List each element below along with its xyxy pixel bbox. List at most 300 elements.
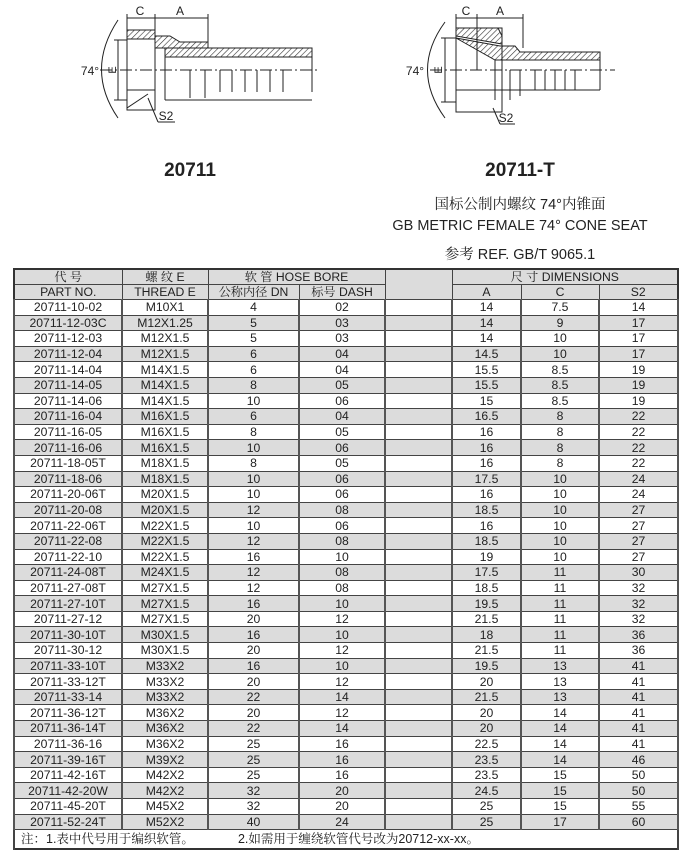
cell-thread: M14X1.5 [122, 393, 208, 409]
fitting-drawing-20711-t [380, 0, 660, 130]
cell-dim-c: 13 [521, 674, 599, 690]
header-blank [385, 269, 452, 300]
cell-part-no: 20711-39-16T [14, 752, 122, 768]
cell-thread: M36X2 [122, 705, 208, 721]
cell-dim-s2: 30 [599, 565, 678, 581]
cell-part-no: 20711-14-05 [14, 377, 122, 393]
note-2: 2.如需用于缠绕软管代号改为20712-xx-xx。 [237, 832, 479, 847]
cell-dim-a: 20 [452, 674, 521, 690]
table-row [14, 377, 678, 393]
dim-c-label: C [135, 4, 145, 18]
cell-dim-c: 10 [521, 471, 599, 487]
angle-label: 74° [80, 64, 100, 78]
cell-thread: M27X1.5 [122, 580, 208, 596]
cell-dn: 22 [208, 721, 299, 737]
table-row [14, 736, 678, 752]
cell-part-no: 20711-33-12T [14, 674, 122, 690]
table-row [14, 752, 678, 768]
cell-dim-a: 14 [452, 300, 521, 316]
table-row [14, 424, 678, 440]
cell-dash: 24 [299, 814, 385, 830]
cell-dim-a: 19 [452, 549, 521, 565]
cell-blank [385, 362, 452, 378]
cell-thread: M22X1.5 [122, 549, 208, 565]
cell-blank [385, 315, 452, 331]
table-row [14, 658, 678, 674]
cell-dim-s2: 22 [599, 440, 678, 456]
cell-dim-c: 8 [521, 409, 599, 425]
cell-dim-s2: 27 [599, 549, 678, 565]
fitting-drawing-20711 [60, 0, 340, 130]
cell-dn: 20 [208, 674, 299, 690]
header-hose-bore: 软 管 HOSE BORE [208, 269, 385, 285]
cell-dim-s2: 17 [599, 346, 678, 362]
cell-dash: 08 [299, 580, 385, 596]
table-row [14, 455, 678, 471]
cell-blank [385, 377, 452, 393]
header-row-2 [14, 285, 678, 300]
cell-dash: 08 [299, 533, 385, 549]
cell-dn: 20 [208, 705, 299, 721]
cell-part-no: 20711-42-20W [14, 783, 122, 799]
cell-dim-c: 14 [521, 736, 599, 752]
cell-dim-c: 13 [521, 689, 599, 705]
cell-dim-c: 11 [521, 565, 599, 581]
table-row [14, 596, 678, 612]
cell-dim-c: 10 [521, 502, 599, 518]
cell-dim-a: 22.5 [452, 736, 521, 752]
cell-blank [385, 471, 452, 487]
cell-part-no: 20711-30-12 [14, 643, 122, 659]
cell-dash: 04 [299, 409, 385, 425]
table-row [14, 549, 678, 565]
cell-dn: 5 [208, 315, 299, 331]
cell-dn: 5 [208, 331, 299, 347]
cell-dim-c: 8.5 [521, 377, 599, 393]
cell-dim-c: 8 [521, 440, 599, 456]
cell-thread: M24X1.5 [122, 565, 208, 581]
cell-dim-s2: 46 [599, 752, 678, 768]
cell-dash: 08 [299, 565, 385, 581]
cell-dim-c: 15 [521, 799, 599, 815]
cell-dn: 8 [208, 455, 299, 471]
cell-dim-s2: 55 [599, 799, 678, 815]
cell-dn: 40 [208, 814, 299, 830]
cell-dash: 03 [299, 331, 385, 347]
cell-dash: 06 [299, 518, 385, 534]
cell-dim-a: 24.5 [452, 783, 521, 799]
dim-e-label: E [107, 66, 119, 74]
cell-dn: 6 [208, 409, 299, 425]
cell-blank [385, 596, 452, 612]
cell-part-no: 20711-24-08T [14, 565, 122, 581]
cell-dn: 12 [208, 580, 299, 596]
cell-blank [385, 300, 452, 316]
cell-dim-a: 18.5 [452, 533, 521, 549]
cell-dim-c: 10 [521, 346, 599, 362]
cell-dim-a: 14.5 [452, 346, 521, 362]
cell-dash: 03 [299, 315, 385, 331]
cell-dim-a: 14 [452, 315, 521, 331]
cell-part-no: 20711-22-10 [14, 549, 122, 565]
cell-thread: M22X1.5 [122, 533, 208, 549]
cell-blank [385, 580, 452, 596]
cell-blank [385, 549, 452, 565]
cell-thread: M14X1.5 [122, 377, 208, 393]
cell-dn: 25 [208, 767, 299, 783]
table-row [14, 440, 678, 456]
cell-dash: 10 [299, 549, 385, 565]
table-row [14, 674, 678, 690]
cell-dn: 12 [208, 502, 299, 518]
cell-part-no: 20711-22-06T [14, 518, 122, 534]
cell-dash: 10 [299, 627, 385, 643]
cell-blank [385, 533, 452, 549]
cell-dim-c: 11 [521, 611, 599, 627]
cell-thread: M27X1.5 [122, 611, 208, 627]
cell-dn: 12 [208, 533, 299, 549]
cell-dim-a: 15 [452, 393, 521, 409]
cell-blank [385, 658, 452, 674]
cell-dim-a: 14 [452, 331, 521, 347]
cell-dash: 12 [299, 705, 385, 721]
cell-dn: 6 [208, 362, 299, 378]
table-row [14, 331, 678, 347]
table-row [14, 627, 678, 643]
cell-dim-a: 17.5 [452, 471, 521, 487]
cell-dim-s2: 41 [599, 674, 678, 690]
cell-blank [385, 752, 452, 768]
cell-dim-s2: 32 [599, 611, 678, 627]
specification-table [13, 268, 679, 850]
cell-dim-a: 18.5 [452, 580, 521, 596]
cell-dim-c: 14 [521, 705, 599, 721]
cell-dim-a: 20 [452, 721, 521, 737]
cell-dash: 20 [299, 799, 385, 815]
cell-thread: M30X1.5 [122, 627, 208, 643]
cell-part-no: 20711-27-12 [14, 611, 122, 627]
cell-blank [385, 487, 452, 503]
table-row [14, 611, 678, 627]
cell-dim-c: 10 [521, 533, 599, 549]
cell-blank [385, 346, 452, 362]
cell-dn: 16 [208, 596, 299, 612]
cell-thread: M33X2 [122, 689, 208, 705]
notes-cell [14, 830, 678, 850]
cell-blank [385, 783, 452, 799]
cell-dim-a: 18 [452, 627, 521, 643]
table-row [14, 502, 678, 518]
header-dash: 标号 DASH [299, 285, 385, 300]
cell-dim-a: 21.5 [452, 689, 521, 705]
cell-dim-c: 14 [521, 721, 599, 737]
table-row [14, 346, 678, 362]
table-row [14, 767, 678, 783]
cell-blank [385, 721, 452, 737]
description-english: GB METRIC FEMALE 74° CONE SEAT [392, 218, 648, 234]
header-row-1 [14, 269, 678, 285]
cell-blank [385, 409, 452, 425]
cell-thread: M10X1 [122, 300, 208, 316]
cell-dn: 12 [208, 565, 299, 581]
table-row [14, 689, 678, 705]
cell-thread: M20X1.5 [122, 502, 208, 518]
cell-thread: M12X1.5 [122, 346, 208, 362]
table-row [14, 409, 678, 425]
cell-dim-s2: 17 [599, 315, 678, 331]
cell-blank [385, 689, 452, 705]
cell-dim-s2: 27 [599, 533, 678, 549]
cell-part-no: 20711-18-06 [14, 471, 122, 487]
cell-dash: 16 [299, 736, 385, 752]
cell-dim-c: 11 [521, 627, 599, 643]
cell-dn: 25 [208, 752, 299, 768]
cell-dash: 05 [299, 424, 385, 440]
cell-dim-a: 23.5 [452, 752, 521, 768]
cell-thread: M16X1.5 [122, 424, 208, 440]
cell-thread: M30X1.5 [122, 643, 208, 659]
cell-dim-s2: 50 [599, 767, 678, 783]
cell-dim-s2: 24 [599, 487, 678, 503]
cell-blank [385, 440, 452, 456]
cell-thread: M36X2 [122, 736, 208, 752]
cell-dim-a: 19.5 [452, 658, 521, 674]
cell-dim-s2: 22 [599, 409, 678, 425]
cell-part-no: 20711-20-06T [14, 487, 122, 503]
cell-part-no: 20711-30-10T [14, 627, 122, 643]
cell-dn: 4 [208, 300, 299, 316]
cell-dim-a: 16 [452, 518, 521, 534]
cell-part-no: 20711-12-04 [14, 346, 122, 362]
cell-dim-a: 19.5 [452, 596, 521, 612]
cell-dim-s2: 41 [599, 689, 678, 705]
cell-blank [385, 502, 452, 518]
cell-part-no: 20711-12-03 [14, 331, 122, 347]
cell-dn: 20 [208, 643, 299, 659]
cell-dim-s2: 36 [599, 643, 678, 659]
cell-blank [385, 331, 452, 347]
table-row [14, 487, 678, 503]
cell-dn: 8 [208, 377, 299, 393]
table-row [14, 783, 678, 799]
cell-dim-a: 18.5 [452, 502, 521, 518]
cell-part-no: 20711-27-08T [14, 580, 122, 596]
cell-dim-c: 8 [521, 424, 599, 440]
notes-row [14, 830, 678, 850]
table-row [14, 799, 678, 815]
cell-dn: 10 [208, 471, 299, 487]
cell-dim-s2: 27 [599, 502, 678, 518]
cell-thread: M42X2 [122, 767, 208, 783]
cell-part-no: 20711-10-02 [14, 300, 122, 316]
cell-dash: 20 [299, 783, 385, 799]
cell-dash: 12 [299, 674, 385, 690]
cell-dash: 02 [299, 300, 385, 316]
cell-dim-a: 20 [452, 705, 521, 721]
cell-part-no: 20711-42-16T [14, 767, 122, 783]
cell-dim-s2: 36 [599, 627, 678, 643]
cell-thread: M20X1.5 [122, 487, 208, 503]
cell-dn: 10 [208, 393, 299, 409]
table-row [14, 643, 678, 659]
cell-dn: 32 [208, 799, 299, 815]
dim-e-label: E [433, 66, 445, 74]
cell-dim-a: 16 [452, 455, 521, 471]
cell-dim-s2: 27 [599, 518, 678, 534]
cell-dn: 32 [208, 783, 299, 799]
cell-thread: M36X2 [122, 721, 208, 737]
cell-dash: 10 [299, 596, 385, 612]
cell-dash: 06 [299, 471, 385, 487]
cell-dim-c: 8.5 [521, 362, 599, 378]
cell-dim-c: 11 [521, 580, 599, 596]
cell-dash: 12 [299, 611, 385, 627]
header-c: C [521, 285, 599, 300]
cell-blank [385, 518, 452, 534]
cell-part-no: 20711-20-08 [14, 502, 122, 518]
cell-dim-s2: 22 [599, 424, 678, 440]
cell-dim-s2: 19 [599, 362, 678, 378]
header-thread-en: THREAD E [122, 285, 208, 300]
cell-thread: M16X1.5 [122, 409, 208, 425]
cell-dn: 20 [208, 611, 299, 627]
table-row [14, 471, 678, 487]
table-row [14, 721, 678, 737]
cell-blank [385, 767, 452, 783]
table-row [14, 533, 678, 549]
cell-part-no: 20711-16-05 [14, 424, 122, 440]
cell-dim-s2: 32 [599, 580, 678, 596]
cell-dash: 14 [299, 689, 385, 705]
cell-dim-c: 10 [521, 487, 599, 503]
header-thread-cn: 螺 纹 E [122, 269, 208, 285]
table-row [14, 565, 678, 581]
standard-reference: 参考 REF. GB/T 9065.1 [444, 247, 596, 263]
cell-dim-a: 21.5 [452, 611, 521, 627]
cell-dn: 16 [208, 627, 299, 643]
cell-dim-c: 13 [521, 658, 599, 674]
cell-dim-c: 15 [521, 783, 599, 799]
cell-dim-c: 10 [521, 518, 599, 534]
cell-thread: M14X1.5 [122, 362, 208, 378]
cell-dash: 05 [299, 455, 385, 471]
cell-thread: M18X1.5 [122, 455, 208, 471]
cell-dim-c: 10 [521, 331, 599, 347]
cell-blank [385, 643, 452, 659]
cell-dash: 14 [299, 721, 385, 737]
cell-dim-c: 11 [521, 643, 599, 659]
cell-part-no: 20711-18-05T [14, 455, 122, 471]
cell-dn: 16 [208, 549, 299, 565]
cell-dn: 8 [208, 424, 299, 440]
cell-dash: 05 [299, 377, 385, 393]
table-row [14, 300, 678, 316]
cell-blank [385, 611, 452, 627]
table-row [14, 393, 678, 409]
cell-blank [385, 424, 452, 440]
cell-dim-a: 16 [452, 487, 521, 503]
model-number-20711-t: 20711-T [485, 160, 555, 181]
header-s2: S2 [599, 285, 678, 300]
dim-s2-label: S2 [158, 109, 174, 123]
cell-dim-s2: 41 [599, 736, 678, 752]
angle-label: 74° [405, 64, 425, 78]
cell-dim-c: 14 [521, 752, 599, 768]
cell-dn: 10 [208, 518, 299, 534]
cell-dn: 16 [208, 658, 299, 674]
cell-part-no: 20711-16-04 [14, 409, 122, 425]
dim-a-label: A [495, 4, 505, 18]
cell-dash: 06 [299, 393, 385, 409]
cell-dim-s2: 14 [599, 300, 678, 316]
cell-thread: M33X2 [122, 658, 208, 674]
cell-dim-s2: 41 [599, 721, 678, 737]
cell-blank [385, 393, 452, 409]
cell-part-no: 20711-36-12T [14, 705, 122, 721]
cell-dn: 10 [208, 440, 299, 456]
cell-part-no: 20711-36-14T [14, 721, 122, 737]
cell-dash: 10 [299, 658, 385, 674]
cell-dash: 06 [299, 487, 385, 503]
header-dimensions: 尺 寸 DIMENSIONS [452, 269, 678, 285]
cell-part-no: 20711-22-08 [14, 533, 122, 549]
cell-dim-a: 25 [452, 799, 521, 815]
model-number-20711: 20711 [164, 160, 216, 181]
cell-thread: M12X1.25 [122, 315, 208, 331]
cell-dim-c: 9 [521, 315, 599, 331]
cell-thread: M33X2 [122, 674, 208, 690]
cell-part-no: 20711-12-03C [14, 315, 122, 331]
cell-dim-a: 25 [452, 814, 521, 830]
cell-dn: 25 [208, 736, 299, 752]
cell-blank [385, 799, 452, 815]
dim-c-label: C [461, 4, 471, 18]
dim-a-label: A [175, 4, 185, 18]
cell-dim-c: 11 [521, 596, 599, 612]
cell-part-no: 20711-36-16 [14, 736, 122, 752]
header-part-en: PART NO. [14, 285, 122, 300]
cell-thread: M39X2 [122, 752, 208, 768]
cell-dn: 6 [208, 346, 299, 362]
cell-part-no: 20711-27-10T [14, 596, 122, 612]
table-row [14, 814, 678, 830]
cell-part-no: 20711-33-14 [14, 689, 122, 705]
cell-dn: 10 [208, 487, 299, 503]
cell-blank [385, 814, 452, 830]
cell-dim-c: 10 [521, 549, 599, 565]
cell-blank [385, 565, 452, 581]
cell-dim-c: 15 [521, 767, 599, 783]
cell-part-no: 20711-14-06 [14, 393, 122, 409]
cell-dash: 04 [299, 346, 385, 362]
cell-dim-s2: 60 [599, 814, 678, 830]
cell-dim-c: 8.5 [521, 393, 599, 409]
cell-dim-a: 16 [452, 424, 521, 440]
cell-dim-a: 21.5 [452, 643, 521, 659]
cell-dim-s2: 32 [599, 596, 678, 612]
cell-dim-c: 7.5 [521, 300, 599, 316]
cell-dash: 12 [299, 643, 385, 659]
cell-thread: M16X1.5 [122, 440, 208, 456]
cell-dash: 16 [299, 767, 385, 783]
cell-dim-a: 16 [452, 440, 521, 456]
cell-dim-s2: 50 [599, 783, 678, 799]
cell-thread: M42X2 [122, 783, 208, 799]
table-row [14, 518, 678, 534]
cell-thread: M22X1.5 [122, 518, 208, 534]
cell-dim-a: 17.5 [452, 565, 521, 581]
cell-dash: 04 [299, 362, 385, 378]
